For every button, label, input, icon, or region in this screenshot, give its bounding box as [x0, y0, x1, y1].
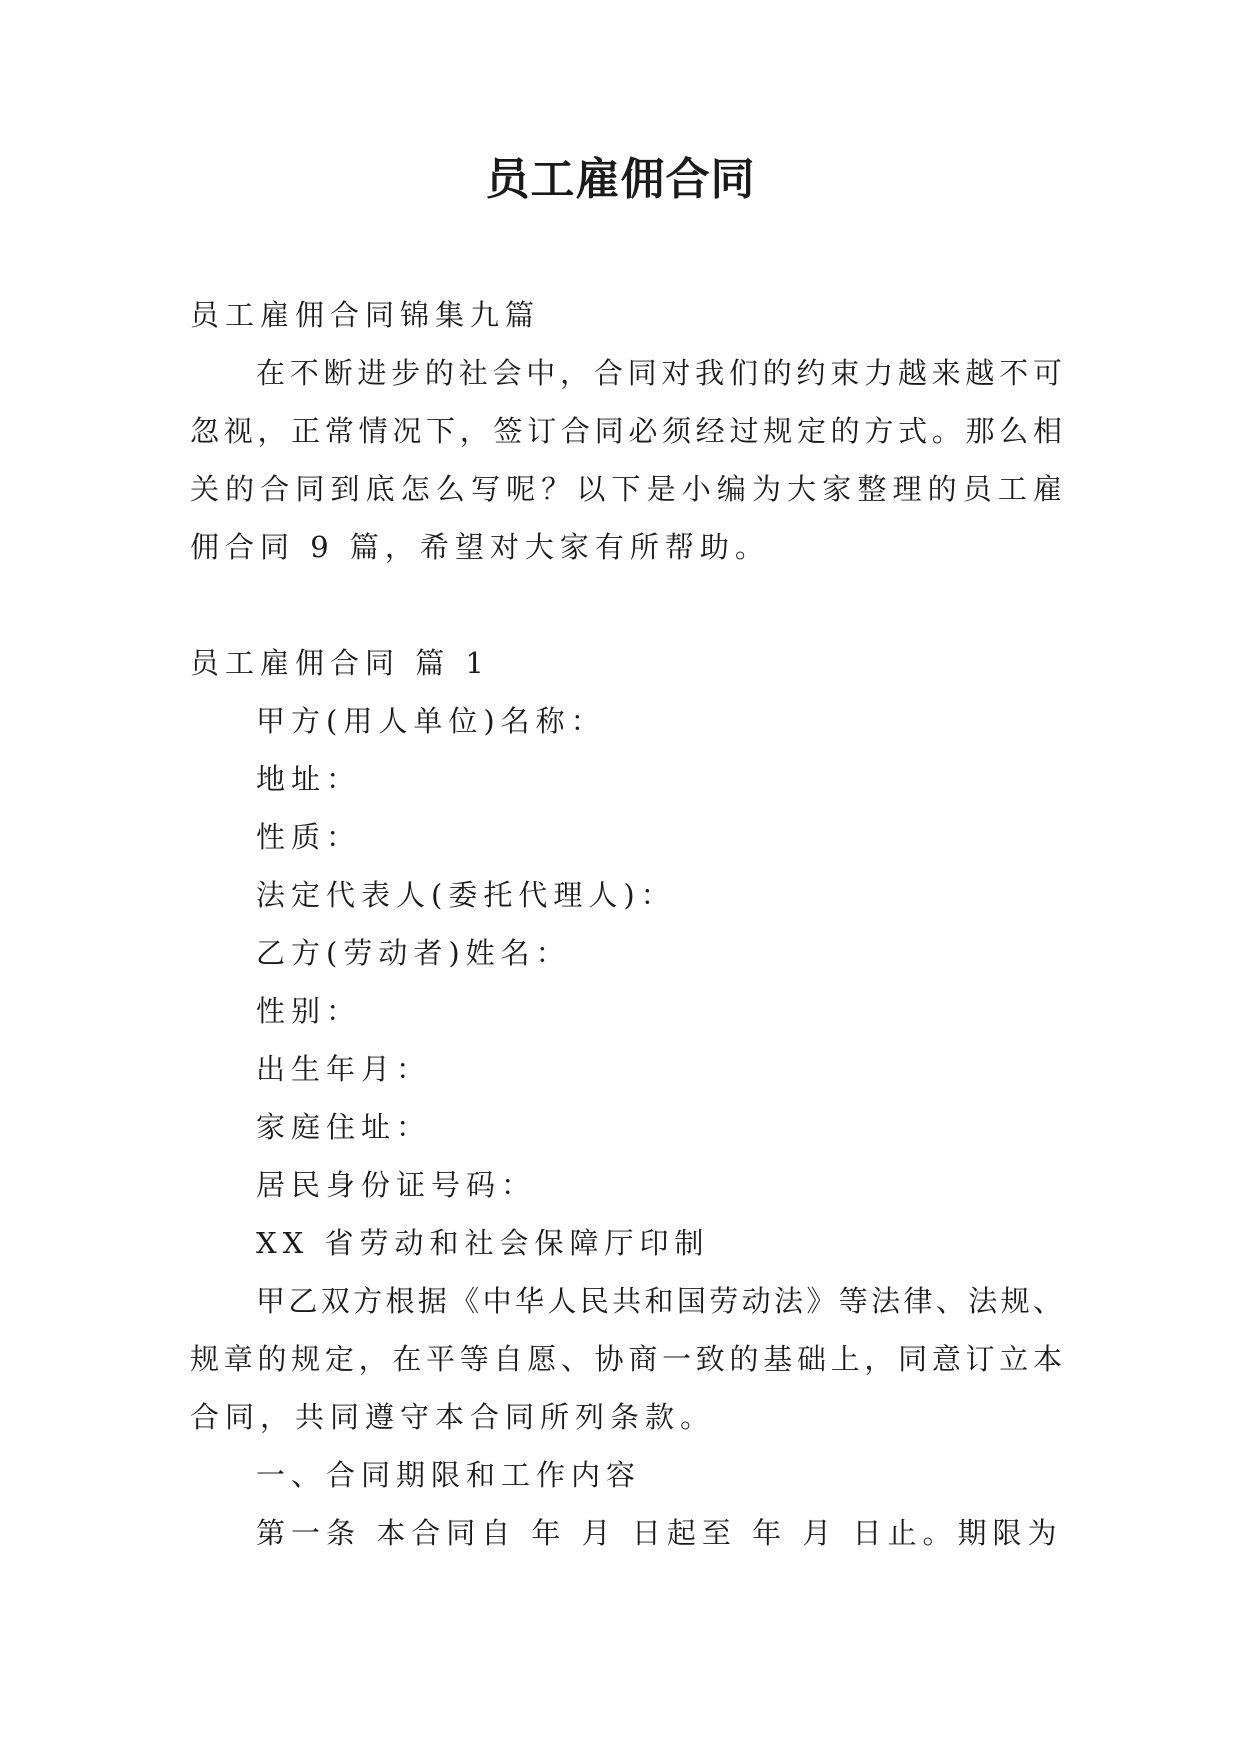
printed-by-note: XX 省劳动和社会保障厅印制 — [256, 1226, 710, 1260]
article-1-line: 第一条 本合同自 年 月 日起至 年 月 日止。期限为 — [256, 1516, 1063, 1550]
preamble-line-3: 合同，共同遵守本合同所列条款。 — [190, 1400, 716, 1434]
field-home-address: 家庭住址： — [256, 1110, 432, 1144]
intro-line-2: 忽视，正常情况下，签订合同必须经过规定的方式。那么相 — [190, 414, 1062, 448]
field-gender: 性别： — [256, 994, 362, 1028]
document-subtitle: 员工雇佣合同锦集九篇 — [190, 298, 541, 332]
field-birth-date: 出生年月： — [256, 1052, 432, 1086]
intro-line-4: 佣合同 9 篇，希望对大家有所帮助。 — [190, 530, 770, 564]
intro-line-1: 在不断进步的社会中，合同对我们的约束力越来越不可 — [256, 356, 1062, 390]
field-nature: 性质： — [256, 820, 362, 854]
chapter-heading: 一、合同期限和工作内容 — [256, 1458, 642, 1492]
section-heading: 员工雇佣合同 篇 1 — [190, 646, 490, 680]
field-address: 地址： — [256, 762, 362, 796]
field-id-number: 居民身份证号码： — [256, 1168, 537, 1202]
intro-line-3: 关的合同到底怎么写呢？以下是小编为大家整理的员工雇 — [190, 472, 1062, 506]
preamble-line-1: 甲乙双方根据《中华人民共和国劳动法》等法律、法规、 — [256, 1284, 1062, 1318]
field-legal-representative: 法定代表人(委托代理人)： — [256, 878, 676, 912]
paragraph-gap — [190, 576, 1062, 634]
field-party-b-name: 乙方(劳动者)姓名： — [256, 936, 571, 970]
preamble-line-2: 规章的规定，在平等自愿、协商一致的基础上，同意订立本 — [190, 1342, 1062, 1376]
field-party-a-name: 甲方(用人单位)名称： — [256, 704, 606, 738]
document-title: 员工雇佣合同 — [485, 154, 756, 205]
document-body — [190, 286, 1062, 1562]
